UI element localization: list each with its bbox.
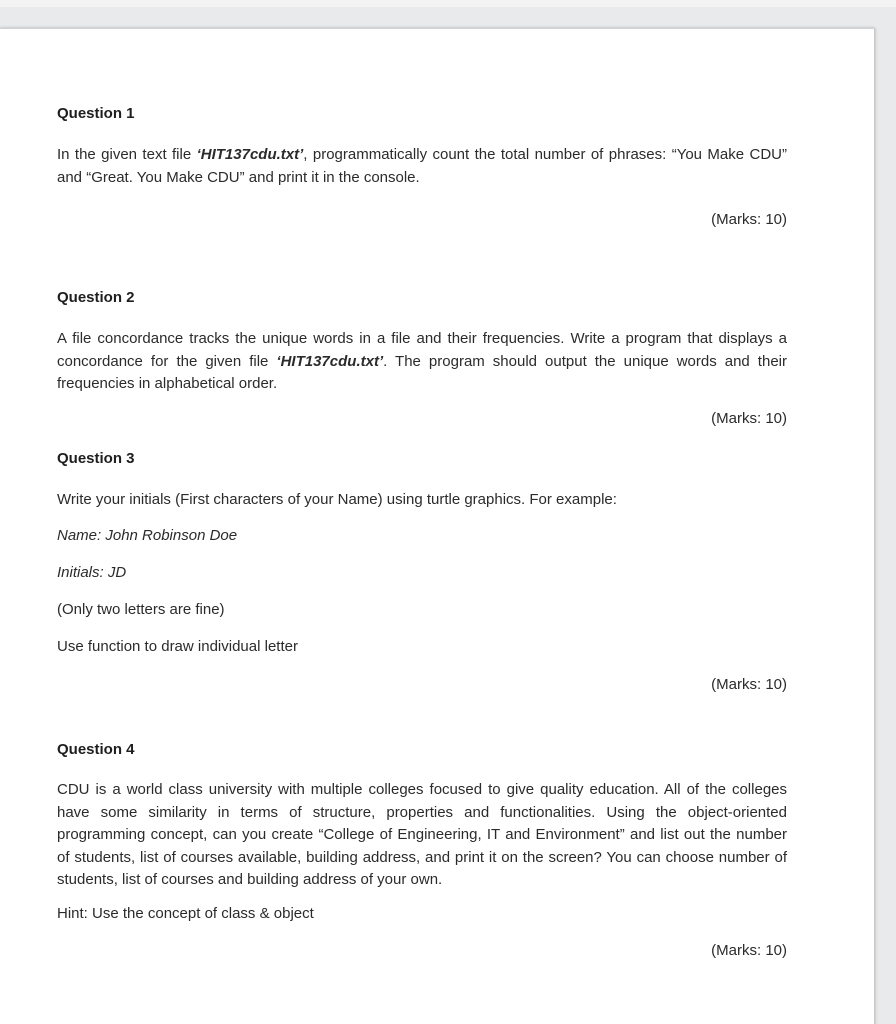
question-4-hint: Hint: Use the concept of class & object <box>57 905 314 922</box>
question-3-title: Question 3 <box>57 450 135 467</box>
question-4-text: CDU is a world class university with multiple colleges focused to give quality education. All of the colleges have some similarity in terms of structure, properties and functionalities. Using the object-oriented programming concept, can you create “College of Engineering, IT and Environment” and list out the number of students, list of courses available, building address, and print it on the screen? You can choose number of students, list of courses and building address of your own. <box>57 781 787 888</box>
question-1-filename: ‘HIT137cdu.txt’ <box>196 146 304 163</box>
question-1-text-after: , programmatically count the total number of phrases: “You Make CDU” and “Great. You Make CDU” and print it in the console. <box>57 146 787 186</box>
question-1-text <box>57 144 787 189</box>
document-page <box>0 28 875 1024</box>
question-4-marks: (Marks: 10) <box>711 942 787 959</box>
question-1-marks: (Marks: 10) <box>711 211 787 228</box>
question-2-filename: ‘HIT137cdu.txt’ <box>276 352 384 370</box>
question-2-text-before: A file concordance tracks the unique words in a file and their frequencies. Write a program that displays a concordance for the given file <box>57 330 787 370</box>
question-3-note: (Only two letters are fine) <box>57 601 225 618</box>
question-3-name-example: Name: John Robinson Doe <box>57 527 238 544</box>
question-1-title: Question 1 <box>57 105 135 122</box>
question-3-marks: (Marks: 10) <box>711 676 787 693</box>
question-2-text <box>57 328 787 396</box>
question-3-intro: Write your initials (First characters of your Name) using turtle graphics. For example: <box>57 491 617 508</box>
question-4-title: Question 4 <box>57 741 135 758</box>
question-3-function-note: Use function to draw individual letter <box>57 638 298 655</box>
question-3-initials-example: Initials: JD <box>57 564 127 581</box>
viewer-top-strip <box>0 0 896 7</box>
question-2-text-after: . The program should output the unique words and their frequencies in alphabetical order. <box>57 352 787 392</box>
question-2-marks: (Marks: 10) <box>711 410 787 427</box>
question-1-text-before: In the given text file <box>57 146 197 163</box>
question-2-title: Question 2 <box>57 289 135 306</box>
